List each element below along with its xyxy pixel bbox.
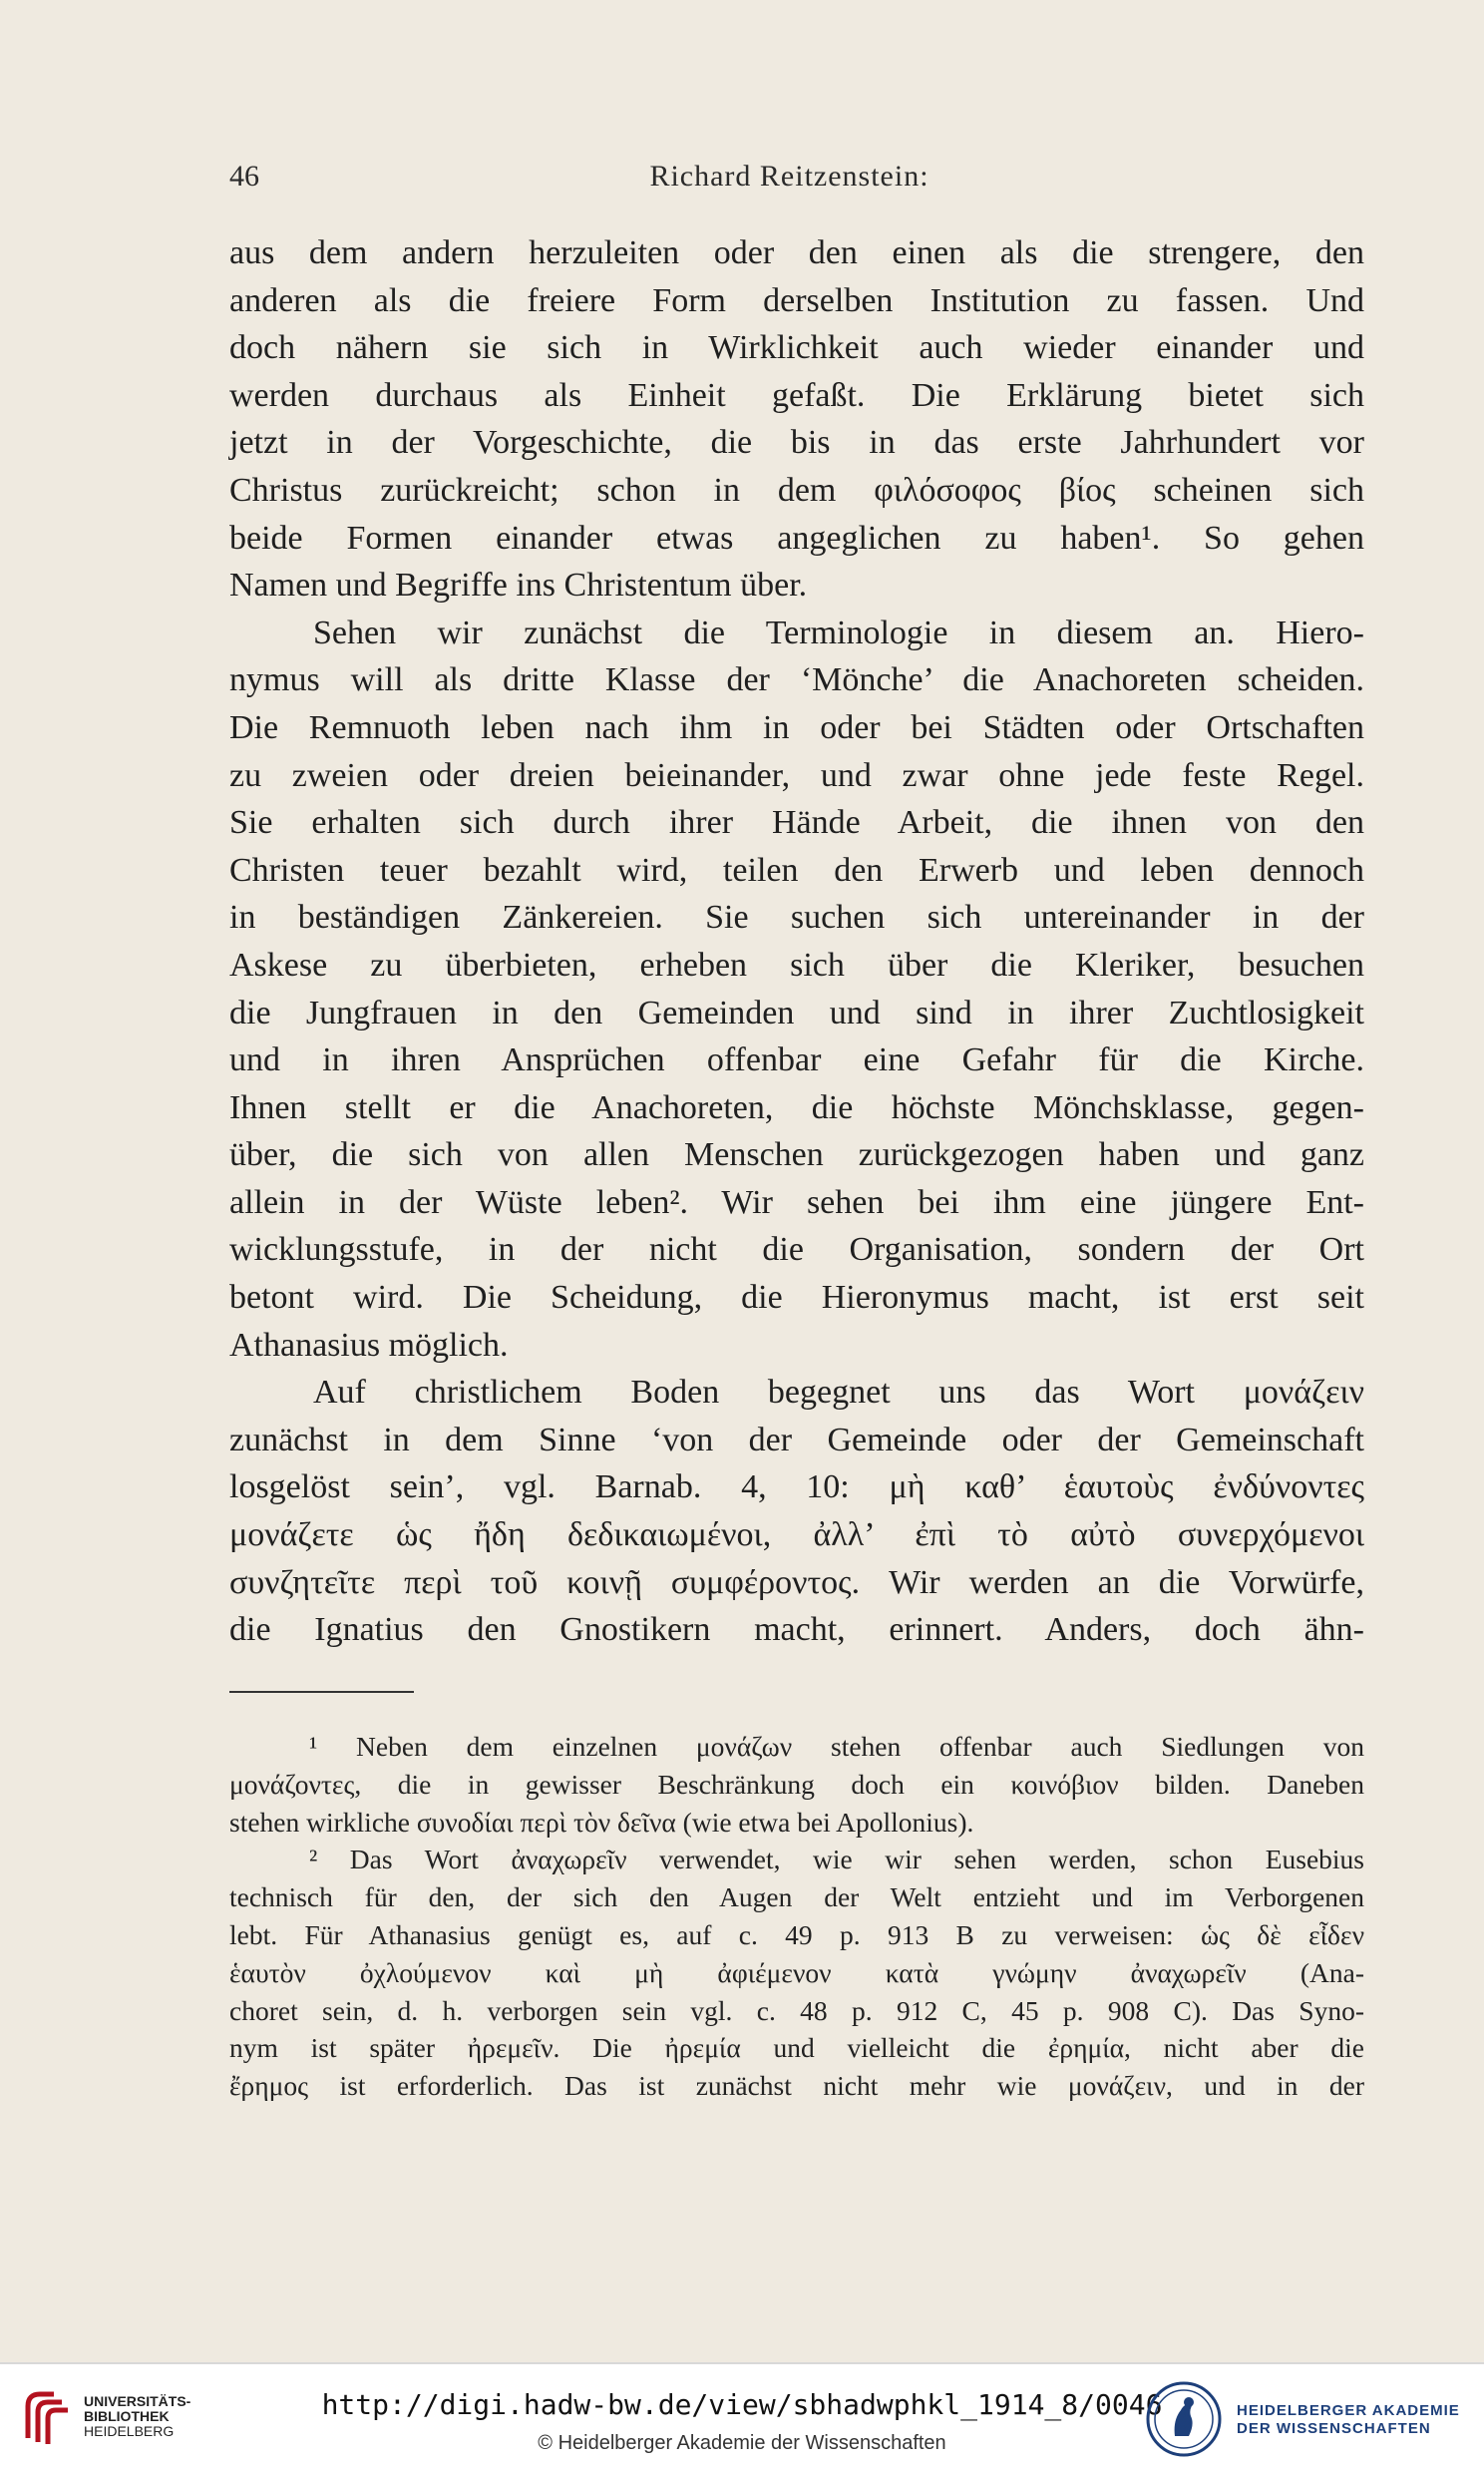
- text-line: doch nähern sie sich in Wirklichkeit auch wieder einander und: [229, 329, 1364, 367]
- footnote-line: lebt. Für Athanasius genügt es, auf c. 49 p. 913 B zu verweisen: ὡς δὲ εἶδεν: [229, 1918, 1364, 1950]
- text-line: Sie erhalten sich durch ihrer Hände Arbeit, die ihnen von den: [229, 804, 1364, 842]
- text-line: über, die sich von allen Menschen zurückgezogen haben und ganz: [229, 1136, 1364, 1174]
- library-name-line: BIBLIOTHEK: [84, 2408, 170, 2424]
- text-line: betont wird. Die Scheidung, die Hieronymus macht, ist erst seit: [229, 1279, 1364, 1317]
- text-line: beide Formen einander etwas angeglichen zu haben¹. So gehen: [229, 519, 1364, 557]
- text-line: μονάζετε ὡς ἤδη δεδικαιωμένοι, ἀλλ’ ἐπὶ τὸ αὐτὸ συνερχόμενοι: [229, 1516, 1364, 1554]
- footnote-line: ἑαυτὸν ὀχλούμενον καὶ μὴ ἀφιέμενον κατὰ γνώμην ἀναχωρεῖν (Ana-: [229, 1956, 1364, 1988]
- main-text: [229, 229, 1364, 1654]
- text-line: werden durchaus als Einheit gefaßt. Die Erklärung bietet sich: [229, 376, 1364, 414]
- hadw-seal-icon[interactable]: [1145, 2380, 1223, 2458]
- footnote-line: choret sein, d. h. verborgen sein vgl. c. 48 p. 912 C, 45 p. 908 C). Das Syno-: [229, 1994, 1364, 2026]
- text-line: Sehen wir zunächst die Terminologie in diesem an. Hiero-: [313, 614, 1364, 651]
- academy-name-line: DER WISSENSCHAFTEN: [1237, 2420, 1431, 2437]
- footnote-line: nym ist später ἠρεμεῖν. Die ἠρεμία und vielleicht die ἐρημία, nicht aber die: [229, 2032, 1364, 2064]
- text-line: Christus zurückreicht; schon in dem φιλόσοφος βίος scheinen sich: [229, 471, 1364, 509]
- page-header: [229, 160, 1349, 204]
- text-line: die Jungfrauen in den Gemeinden und sind in ihrer Zuchtlosigkeit: [229, 994, 1364, 1031]
- text-line: Namen und Begriffe ins Christentum über.: [229, 567, 808, 605]
- footnote-line: μονάζοντες, die in gewisser Beschränkung doch ein κοινόβιον bilden. Daneben: [229, 1768, 1364, 1800]
- footnote-line: technisch für den, der sich den Augen der Welt entzieht und im Verborgenen: [229, 1881, 1364, 1913]
- text-line: jetzt in der Vorgeschichte, die bis in das erste Jahrhundert vor: [229, 424, 1364, 462]
- text-line: in beständigen Zänkereien. Sie suchen sich untereinander in der: [229, 899, 1364, 937]
- text-line: Auf christlichem Boden begegnet uns das Wort μονάζειν: [313, 1374, 1364, 1412]
- text-line: und in ihren Ansprüchen offenbar eine Gefahr für die Kirche.: [229, 1041, 1364, 1079]
- text-line: zu zweien oder dreien beieinander, und zwar ohne jede feste Regel.: [229, 756, 1364, 794]
- academy-name-line: HEIDELBERGER AKADEMIE: [1237, 2402, 1460, 2419]
- text-line: Die Remnuoth leben nach ihm in oder bei Städten oder Ortschaften: [229, 708, 1364, 746]
- footnote-line: ² Das Wort ἀναχωρεῖν verwendet, wie wir sehen werden, schon Eusebius: [309, 1844, 1364, 1875]
- page-number: 46: [229, 160, 259, 193]
- footnote-line: stehen wirkliche συνοδίαι περὶ τὸν δεῖνα (wie etwa bei Apollonius).: [229, 1806, 974, 1838]
- text-line: Athanasius möglich.: [229, 1326, 509, 1364]
- text-line: losgelöst sein’, vgl. Barnab. 4, 10: μὴ καθ’ ἑαυτοὺς ἐνδύνοντες: [229, 1468, 1364, 1506]
- text-line: Ihnen stellt er die Anachoreten, die höchste Mönchsklasse, gegen-: [229, 1088, 1364, 1126]
- text-line: συνζητεῖτε περὶ τοῦ κοινῇ συμφέροντος. Wir werden an die Vorwürfe,: [229, 1563, 1364, 1601]
- text-line: wicklungsstufe, in der nicht die Organisation, sondern der Ort: [229, 1231, 1364, 1269]
- permalink-url[interactable]: http://digi.hadw-bw.de/view/sbhadwphkl_1914_8/0046: [321, 2388, 1163, 2421]
- text-line: nymus will als dritte Klasse der ‘Mönche’ die Anachoreten scheiden.: [229, 661, 1364, 699]
- text-line: allein in der Wüste leben². Wir sehen bei ihm eine jüngere Ent-: [229, 1183, 1364, 1221]
- footnote-line: ἔρημος ist erforderlich. Das ist zunächst nicht mehr wie μονάζειν, und in der: [229, 2070, 1364, 2102]
- footnote-line: ¹ Neben dem einzelnen μονάζων stehen offenbar auch Siedlungen von: [309, 1731, 1364, 1762]
- text-line: zunächst in dem Sinne ‘von der Gemeinde oder der Gemeinschaft: [229, 1421, 1364, 1458]
- library-city: HEIDELBERG: [84, 2423, 175, 2439]
- text-line: aus dem andern herzuleiten oder den einen als die strengere, den: [229, 234, 1364, 271]
- library-name-line: UNIVERSITÄTS-: [84, 2393, 191, 2409]
- running-title: Richard Reitzenstein:: [649, 160, 929, 193]
- viewer-footer: [0, 2362, 1484, 2472]
- text-line: die Ignatius den Gnostikern macht, erinnert. Anders, doch ähn-: [229, 1611, 1364, 1649]
- footnote-separator: [229, 1691, 414, 1693]
- text-line: Christen teuer bezahlt wird, teilen den Erwerb und leben dennoch: [229, 851, 1364, 889]
- academy-name: [1237, 2402, 1460, 2438]
- footnotes: [229, 1728, 1364, 2105]
- text-line: Askese zu überbieten, erheben sich über die Kleriker, besuchen: [229, 946, 1364, 984]
- copyright-notice: © Heidelberger Akademie der Wissenschaften: [538, 2432, 946, 2454]
- text-line: anderen als die freiere Form derselben Institution zu fassen. Und: [229, 281, 1364, 319]
